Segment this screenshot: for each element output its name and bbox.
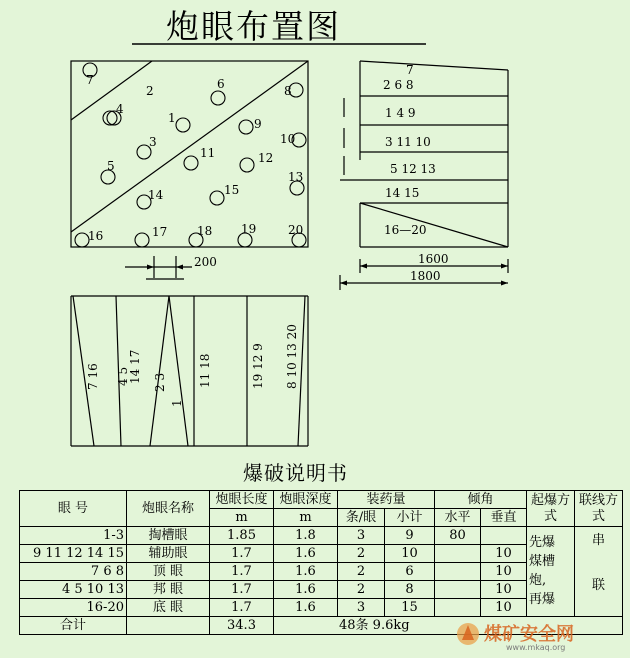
cut-line-lower (71, 61, 308, 232)
cell-vertical: 10 (481, 563, 527, 581)
blast-hole-number: 4 (116, 102, 124, 116)
blast-hole-number: 2 (146, 84, 154, 98)
cell-per-hole: 3 (338, 527, 385, 545)
cell-length: 1.7 (210, 563, 274, 581)
cell-horizontal (435, 545, 481, 563)
cell-horizontal (435, 563, 481, 581)
cell-per-hole: 2 (338, 545, 385, 563)
blast-hole-number: 6 (217, 77, 225, 91)
cell-hole-name: 顶 眼 (127, 563, 210, 581)
cell-subtotal: 6 (385, 563, 435, 581)
blast-hole-number: 11 (200, 146, 216, 160)
cell-wiring (575, 527, 623, 617)
blast-hole-number: 12 (258, 151, 274, 165)
blast-hole-number: 8 (284, 84, 292, 98)
ignition-line: 再爆 (529, 592, 556, 607)
cell-horizontal: 80 (435, 527, 481, 545)
cell-length: 1.7 (210, 581, 274, 599)
side-row-label: 7 (406, 63, 414, 77)
cell-horizontal (435, 599, 481, 617)
blast-hole-number: 20 (288, 223, 304, 237)
blast-hole-number: 14 (148, 188, 164, 202)
blast-hole-number: 5 (107, 159, 115, 173)
site-watermark (454, 618, 624, 656)
blast-hole-number: 17 (152, 225, 168, 239)
side-row-label: 16—20 (384, 223, 427, 237)
cell-per-hole: 3 (338, 599, 385, 617)
cell-total-charge: 48条 9.6kg (274, 617, 623, 635)
cell-depth: 1.6 (274, 599, 338, 617)
blasting-spec-title: 爆破说明书 (243, 461, 348, 485)
table-row (20, 527, 623, 545)
side-row-label: 2 6 8 (383, 78, 414, 92)
header-hole-depth: 炮眼深度 (274, 491, 338, 509)
side-floor-line (360, 203, 508, 247)
cell-hole-name: 掏槽眼 (127, 527, 210, 545)
plan-hole-label: 1 (170, 399, 184, 407)
cell-depth: 1.6 (274, 545, 338, 563)
watermark-logo (454, 618, 624, 652)
cell-length: 1.7 (210, 545, 274, 563)
ignition-line: 先爆 (529, 535, 556, 550)
cell-total-label: 合计 (20, 617, 127, 635)
cell-ignition (527, 527, 575, 617)
blast-hole-number: 18 (197, 224, 213, 238)
header-hole-name: 炮眼名称 (127, 491, 210, 527)
header-angle: 倾角 (435, 491, 527, 509)
cell-hole-no: 16-20 (20, 599, 127, 617)
cell-hole-name: 底 眼 (127, 599, 210, 617)
blast-hole-number: 15 (224, 183, 240, 197)
blasting-spec-table (19, 490, 623, 635)
cell-hole-no: 9 11 12 14 15 (20, 545, 127, 563)
blast-hole-number: 7 (86, 73, 94, 87)
side-row-label: 3 11 10 (385, 135, 431, 149)
cell-hole-name: 辅助眼 (127, 545, 210, 563)
header-subtotal: 小计 (385, 509, 435, 527)
side-row-label: 14 15 (385, 186, 420, 200)
cell-depth: 1.6 (274, 563, 338, 581)
plan-hole-label: 11 18 (198, 353, 212, 388)
plan-hole-label: 7 16 (86, 363, 100, 390)
side-view-top-line (360, 61, 508, 70)
blast-hole-number: 10 (280, 132, 296, 146)
blast-hole-number: 1 (168, 111, 176, 125)
header-per-hole: 条/眼 (338, 509, 385, 527)
cell-vertical: 10 (481, 599, 527, 617)
header-charge: 装药量 (338, 491, 435, 509)
ignition-line: 炮, (529, 573, 547, 588)
plan-hole-label: 4 5 (116, 366, 130, 386)
blast-hole-marker (211, 91, 225, 105)
side-row-label: 5 12 13 (390, 162, 436, 176)
cell-depth: 1.8 (274, 527, 338, 545)
ignition-line: 煤槽 (529, 554, 556, 569)
cell-length: 1.85 (210, 527, 274, 545)
plan-hole-label: 2 3 (153, 372, 167, 392)
blast-hole-marker (176, 118, 190, 132)
watermark-url: www.mkaq.org (506, 643, 566, 652)
blast-hole-number: 19 (241, 222, 257, 236)
cell-hole-no: 7 6 8 (20, 563, 127, 581)
wiring-bottom: 联 (592, 578, 606, 593)
blast-hole-marker (239, 120, 253, 134)
blast-hole-marker (103, 111, 117, 125)
plan-view (71, 256, 308, 446)
blast-hole-marker (240, 158, 254, 172)
cell-per-hole: 2 (338, 581, 385, 599)
cell-empty (127, 617, 210, 635)
header-ignition: 起爆方式 (527, 491, 575, 527)
cell-vertical (481, 527, 527, 545)
dimension-1800: 1800 (410, 269, 441, 283)
cell-horizontal (435, 581, 481, 599)
table-header-row (20, 491, 623, 509)
cell-length: 1.7 (210, 599, 274, 617)
dimension-1600: 1600 (418, 252, 449, 266)
cell-depth: 1.6 (274, 581, 338, 599)
cell-subtotal: 8 (385, 581, 435, 599)
header-hole-length: 炮眼长度 (210, 491, 274, 509)
dimension-200: 200 (194, 255, 217, 269)
header-length-unit: m (210, 509, 274, 527)
header-wiring: 联线方式 (575, 491, 623, 527)
watermark-text: 煤矿安全网 (484, 624, 574, 645)
cell-hole-name: 邦 眼 (127, 581, 210, 599)
blast-hole-marker (135, 233, 149, 247)
plan-view-labels (86, 255, 299, 407)
blast-hole-marker (75, 233, 89, 247)
blast-hole-number: 13 (288, 170, 304, 184)
plan-hole-label: 19 12 9 (251, 343, 265, 389)
blast-hole-number: 16 (88, 229, 104, 243)
header-depth-unit: m (274, 509, 338, 527)
blast-hole-number: 3 (149, 135, 157, 149)
blast-hole-marker (210, 191, 224, 205)
plan-hole-label: 8 10 13 20 (285, 324, 299, 389)
blast-hole-number: 9 (254, 117, 262, 131)
side-row-label: 1 4 9 (385, 106, 416, 120)
header-horizontal: 水平 (435, 509, 481, 527)
blast-holes (75, 63, 306, 247)
cell-vertical: 10 (481, 545, 527, 563)
cell-subtotal: 10 (385, 545, 435, 563)
cell-subtotal: 15 (385, 599, 435, 617)
wiring-top: 串 (592, 533, 606, 548)
page-title: 炮眼布置图 (166, 7, 341, 46)
plan-hole-label: 14 17 (128, 349, 142, 384)
header-hole-no: 眼 号 (20, 491, 127, 527)
blast-hole-marker (184, 156, 198, 170)
header-vertical: 垂直 (481, 509, 527, 527)
cell-hole-no: 1-3 (20, 527, 127, 545)
cell-per-hole: 2 (338, 563, 385, 581)
cell-subtotal: 9 (385, 527, 435, 545)
cell-total-length: 34.3 (210, 617, 274, 635)
cell-hole-no: 4 5 10 13 (20, 581, 127, 599)
cell-vertical: 10 (481, 581, 527, 599)
